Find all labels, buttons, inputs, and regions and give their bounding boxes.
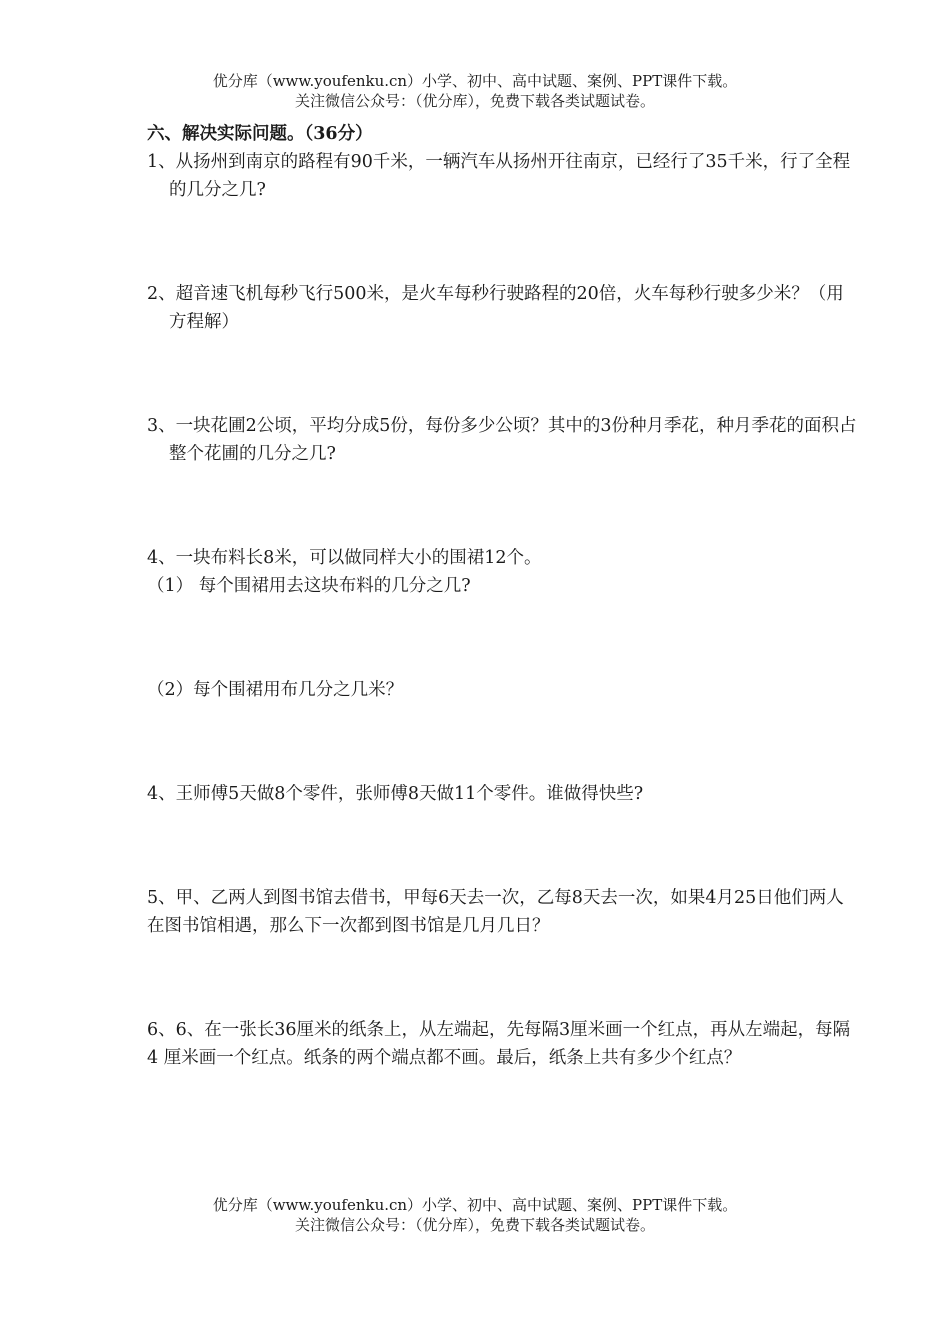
worksheet-body <box>147 120 857 1072</box>
page-footer <box>0 1195 950 1235</box>
header-line-2: 关注微信公众号：（优分库），免费下载各类试题试卷。 <box>294 92 655 110</box>
footer-line-2: 关注微信公众号：（优分库），免费下载各类试题试卷。 <box>294 1216 655 1234</box>
footer-line-1: 优分库（www.youfenku.cn）小学、初中、高中试题、案例、PPT课件下载。 <box>212 1196 738 1214</box>
section-title: 六、解决实际问题。（36分） <box>147 124 373 144</box>
question-3: 3、一块花圃2公顷，平均分成5份，每份多少公顷？其中的3份种月季花，种月季花的面积占整个花圃的几分之几? <box>147 416 857 464</box>
question-6: 6、6、在一张长36厘米的纸条上，从左端起，先每隔3厘米画一个红点，再从左端起，每隔4 厘米画一个红点。纸条的两个端点都不画。最后，纸条上共有多少个红点？ <box>147 1020 851 1068</box>
question-4b: 4、王师傅5天做8个零件，张师傅8天做11个零件。谁做得快些? <box>147 784 644 804</box>
question-2: 2、超音速飞机每秒飞行500米，是火车每秒行驶路程的20倍，火车每秒行驶多少米？（用方程解） <box>147 284 844 332</box>
question-4-part-2: （2）每个围裙用布几分之几米？ <box>147 680 404 700</box>
header-line-1: 优分库（www.youfenku.cn）小学、初中、高中试题、案例、PPT课件下载。 <box>212 72 738 90</box>
question-1: 1、从扬州到南京的路程有90千米，一辆汽车从扬州开往南京，已经行了35千米，行了全程的几分之几? <box>147 152 851 200</box>
question-4: 4、一块布料长8米，可以做同样大小的围裙12个。 <box>147 548 542 568</box>
question-4-part-1: （1） 每个围裙用去这块布料的几分之几? <box>147 576 471 596</box>
question-5: 5、甲、乙两人到图书馆去借书，甲每6天去一次，乙每8天去一次，如果4月25日他们两人在图书馆相遇，那么下一次都到图书馆是几月几日？ <box>147 888 844 936</box>
page-header <box>0 71 950 111</box>
